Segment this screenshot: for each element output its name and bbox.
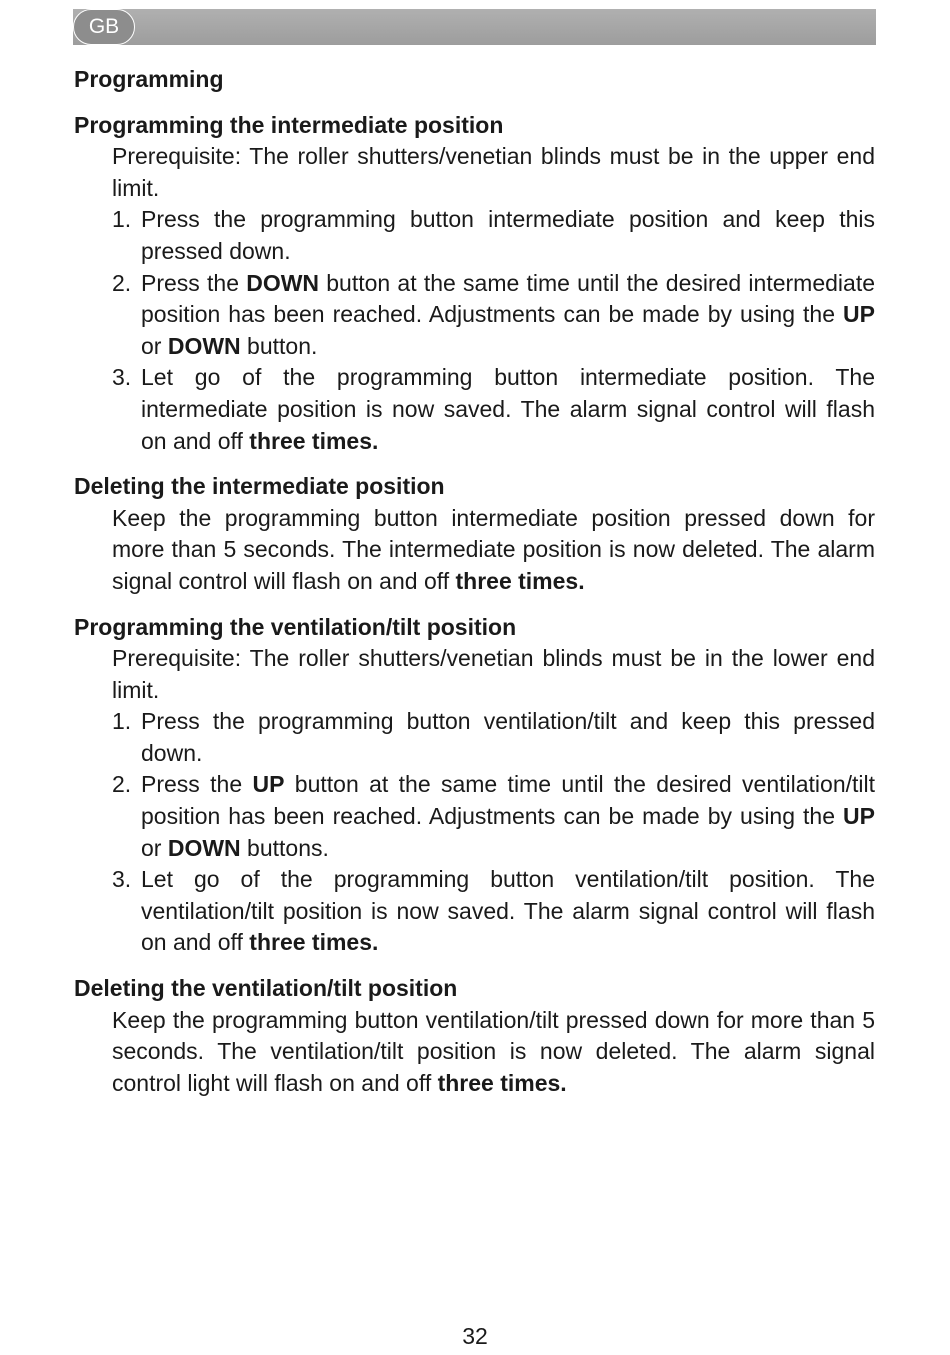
language-tab: GB [73,9,135,45]
step-item: 3. Let go of the programming button intermediate position. The intermediate position is now saved. The alarm signal control will flash on and off three times. [112,364,875,454]
section-programming-ventilation [74,612,875,960]
section-heading: Programming the intermediate position [74,111,504,138]
section-programming-intermediate [74,110,875,458]
paragraph: Keep the programming button ventilation/tilt pressed down for more than 5 seconds. The ventilation/tilt position is now deleted. The alarm signal control light will flash on and off three times. [112,1006,875,1096]
section-heading: Deleting the ventilation/tilt position [74,975,458,1002]
prerequisite-text: Prerequisite: The roller shutters/venetian blinds must be in the upper end limit. [112,143,875,201]
step-item: 1. Press the programming button intermediate position and keep this pressed down. [112,206,875,264]
section-deleting-intermediate [74,471,875,597]
page-content [74,64,875,1113]
step-item: 1. Press the programming button ventilation/tilt and keep this pressed down. [112,708,875,766]
header-bar [73,9,876,45]
step-item: 2. Press the DOWN button at the same time until the desired intermediate position has been reached. Adjustments can be made by using the UP or DOWN button. [112,269,875,359]
steps-list [112,706,875,959]
step-item: 3. Let go of the programming button ventilation/tilt position. The ventilation/tilt position is now saved. The alarm signal control will flash on and off three times. [112,866,875,956]
prerequisite-text: Prerequisite: The roller shutters/venetian blinds must be in the lower end limit. [112,645,875,703]
section-deleting-ventilation [74,973,875,1099]
page-number: 32 [462,1323,488,1349]
section-heading: Deleting the intermediate position [74,473,445,500]
steps-list [112,204,875,457]
paragraph: Keep the programming button intermediate position pressed down for more than 5 seconds. The intermediate position is now deleted. The alarm signal control will flash on and off three times. [112,504,875,594]
step-item: 2. Press the UP button at the same time until the desired ventilation/tilt position has been reached. Adjustments can be made by using the UP or DOWN buttons. [112,771,875,861]
section-heading: Programming the ventilation/tilt position [74,613,517,640]
page-title: Programming [74,66,224,92]
